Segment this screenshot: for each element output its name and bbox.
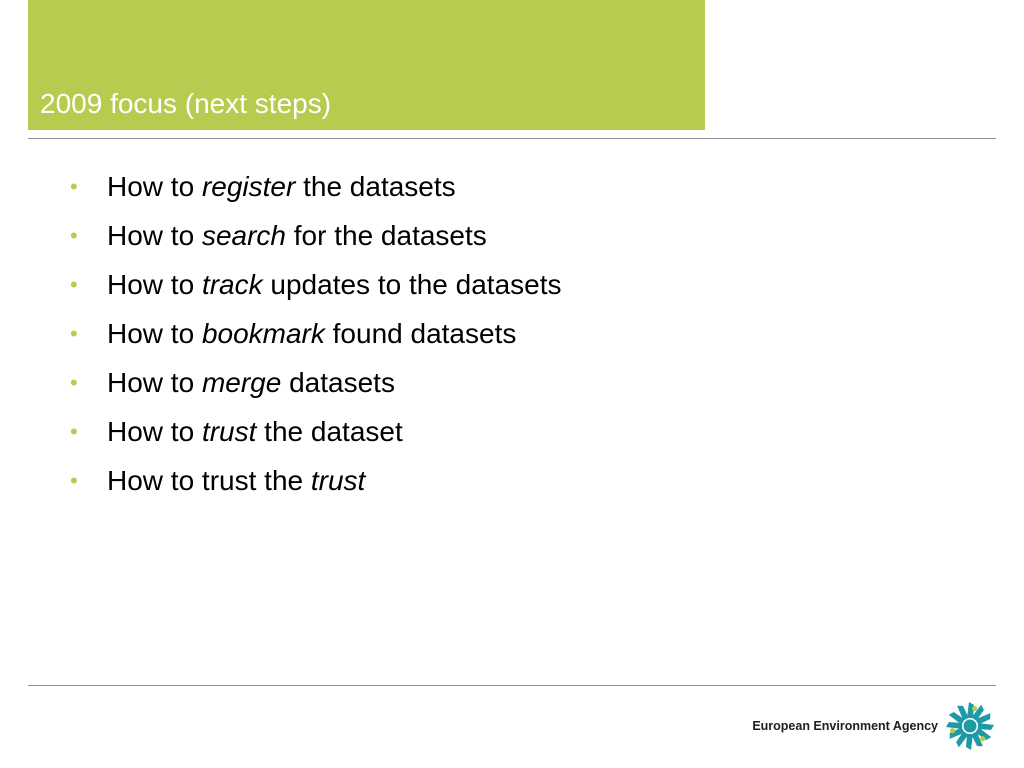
eea-logo-icon (944, 700, 996, 752)
footer-divider (28, 685, 996, 686)
bullet-text: How to trust the dataset (107, 416, 403, 447)
slide-title: 2009 focus (next steps) (40, 88, 332, 119)
header-divider (28, 138, 996, 139)
bullet-text: How to track updates to the datasets (107, 269, 562, 300)
organization-name: European Environment Agency (752, 719, 938, 733)
bullet-icon: • (70, 419, 78, 444)
title-band (28, 0, 705, 130)
bullet-text: How to bookmark found datasets (107, 318, 517, 349)
bullet-icon: • (70, 223, 78, 248)
footer-logo (752, 700, 996, 752)
bullet-icon: • (70, 468, 78, 493)
bullet-icon: • (70, 174, 78, 199)
bullet-text: How to register the datasets (107, 171, 456, 202)
bullet-icon: • (70, 321, 78, 346)
bullet-text: How to trust the trust (107, 465, 366, 496)
bullet-text: How to search for the datasets (107, 220, 487, 251)
bullet-icon: • (70, 370, 78, 395)
bullet-icon: • (70, 272, 78, 297)
bullet-text: How to merge datasets (107, 367, 395, 398)
